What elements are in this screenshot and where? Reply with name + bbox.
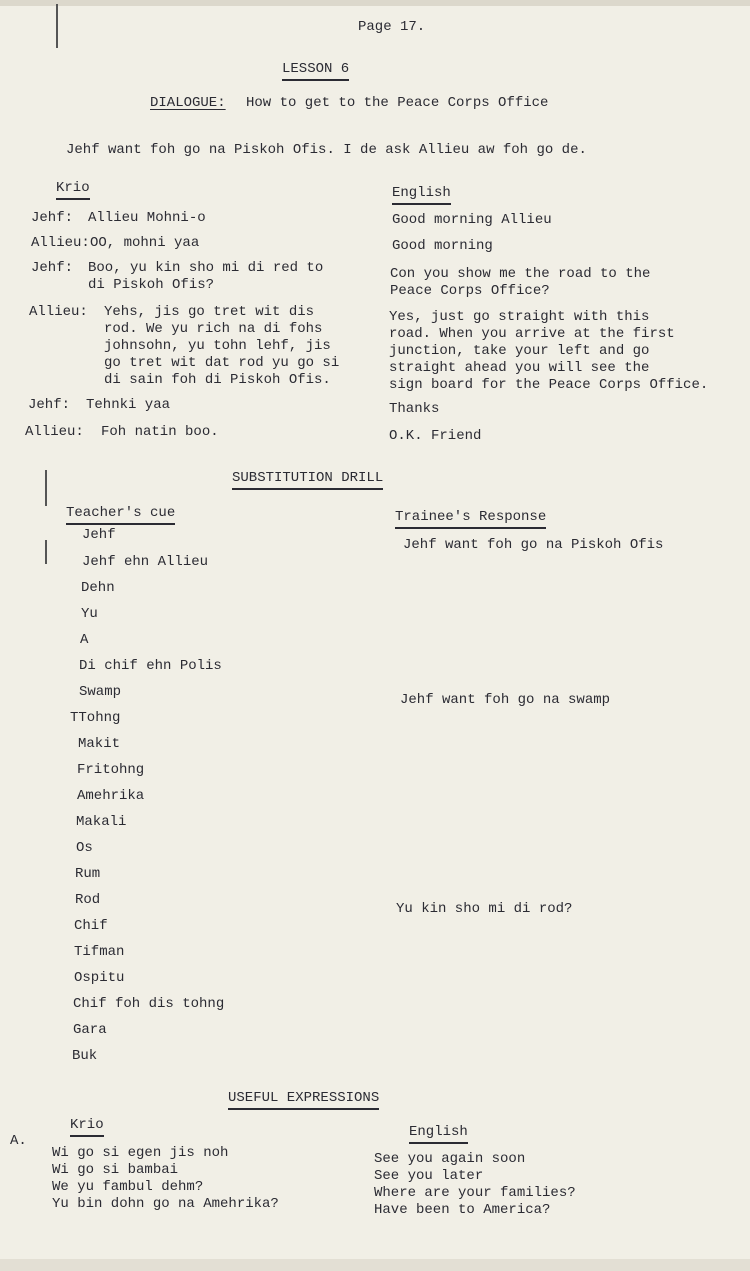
- useful-krio-line: We yu fambul dehm?: [52, 1179, 204, 1195]
- useful-english-header: English: [409, 1124, 468, 1144]
- krio-line: Allieu Mohni-o: [88, 210, 206, 226]
- cue-item: A: [80, 632, 89, 648]
- cue-item: Makit: [78, 736, 121, 752]
- useful-krio-line: Wi go si bambai: [52, 1162, 179, 1178]
- speaker-label: Jehf:: [31, 260, 74, 276]
- cue-item: Tifman: [74, 944, 125, 960]
- cue-item: Jehf ehn Allieu: [82, 554, 209, 570]
- response-header: Trainee's Response: [395, 509, 546, 529]
- cue-item: TTohng: [70, 710, 121, 726]
- krio-line: Tehnki yaa: [86, 397, 171, 413]
- english-line: straight ahead you will see the: [389, 360, 650, 376]
- krio-line: Foh natin boo.: [101, 424, 219, 440]
- lesson-title: LESSON 6: [282, 61, 349, 81]
- krio-header: Krio: [56, 180, 90, 200]
- cue-item: Rod: [75, 892, 101, 908]
- cue-item: Swamp: [79, 684, 122, 700]
- cue-header: Teacher's cue: [66, 505, 175, 525]
- binder-mark: [56, 4, 58, 48]
- response-item: Jehf want foh go na swamp: [400, 692, 611, 708]
- english-line: Thanks: [389, 401, 440, 417]
- krio-line: di Piskoh Ofis?: [88, 277, 215, 293]
- useful-title: USEFUL EXPRESSIONS: [228, 1090, 379, 1110]
- krio-line: go tret wit dat rod yu go si: [104, 355, 340, 371]
- dialogue-title: How to get to the Peace Corps Office: [246, 95, 549, 111]
- cue-item: Buk: [72, 1048, 98, 1064]
- cue-item: Makali: [76, 814, 127, 830]
- useful-krio-line: Yu bin dohn go na Amehrika?: [52, 1196, 279, 1212]
- english-line: Good morning Allieu: [392, 212, 552, 228]
- speaker-label: Jehf:: [31, 210, 74, 226]
- cue-item: Ospitu: [74, 970, 125, 986]
- english-line: road. When you arrive at the first: [389, 326, 675, 342]
- cue-item: Chif: [74, 918, 108, 934]
- useful-krio-header: Krio: [70, 1117, 104, 1137]
- margin-letter: A.: [10, 1133, 27, 1149]
- cue-item: Rum: [75, 866, 101, 882]
- binder-mark: [45, 540, 47, 564]
- cue-item: Amehrika: [77, 788, 145, 804]
- page-edge-bottom: [0, 1259, 750, 1271]
- english-line: Good morning: [392, 238, 493, 254]
- substitution-title: SUBSTITUTION DRILL: [232, 470, 383, 490]
- krio-line: OO, mohni yaa: [90, 235, 200, 251]
- binder-mark: [45, 470, 47, 506]
- krio-line: Yehs, jis go tret wit dis: [104, 304, 315, 320]
- speaker-label: Allieu:: [31, 235, 90, 251]
- useful-krio-line: Wi go si egen jis noh: [52, 1145, 229, 1161]
- cue-item: Fritohng: [77, 762, 145, 778]
- cue-item: Gara: [73, 1022, 107, 1038]
- english-line: Yes, just go straight with this: [389, 309, 650, 325]
- cue-item: Os: [76, 840, 93, 856]
- cue-item: Dehn: [81, 580, 115, 596]
- dialogue-intro: Jehf want foh go na Piskoh Ofis. I de ask Allieu aw foh go de.: [66, 142, 587, 158]
- english-line: sign board for the Peace Corps Office.: [389, 377, 709, 393]
- useful-english-line: Have been to America?: [374, 1202, 551, 1218]
- cue-item: Di chif ehn Polis: [79, 658, 222, 674]
- cue-item: Yu: [81, 606, 98, 622]
- speaker-label: Allieu:: [25, 424, 84, 440]
- speaker-label: Allieu:: [29, 304, 88, 320]
- krio-line: johnsohn, yu tohn lehf, jis: [104, 338, 331, 354]
- useful-english-line: See you later: [374, 1168, 484, 1184]
- page-edge-top: [0, 0, 750, 6]
- english-header: English: [392, 185, 451, 205]
- useful-english-line: Where are your families?: [374, 1185, 576, 1201]
- response-item: Jehf want foh go na Piskoh Ofis: [403, 537, 664, 553]
- speaker-label: Jehf:: [28, 397, 71, 413]
- english-line: Peace Corps Office?: [390, 283, 550, 299]
- dialogue-label: DIALOGUE:: [150, 95, 226, 111]
- cue-item: Jehf: [82, 527, 116, 543]
- response-item: Yu kin sho mi di rod?: [396, 901, 573, 917]
- english-line: junction, take your left and go: [389, 343, 650, 359]
- page-number: Page 17.: [358, 19, 426, 35]
- krio-line: rod. We yu rich na di fohs: [104, 321, 323, 337]
- krio-line: Boo, yu kin sho mi di red to: [88, 260, 324, 276]
- cue-item: Chif foh dis tohng: [73, 996, 225, 1012]
- english-line: Con you show me the road to the: [390, 266, 651, 282]
- english-line: O.K. Friend: [389, 428, 482, 444]
- useful-english-line: See you again soon: [374, 1151, 526, 1167]
- krio-line: di sain foh di Piskoh Ofis.: [104, 372, 331, 388]
